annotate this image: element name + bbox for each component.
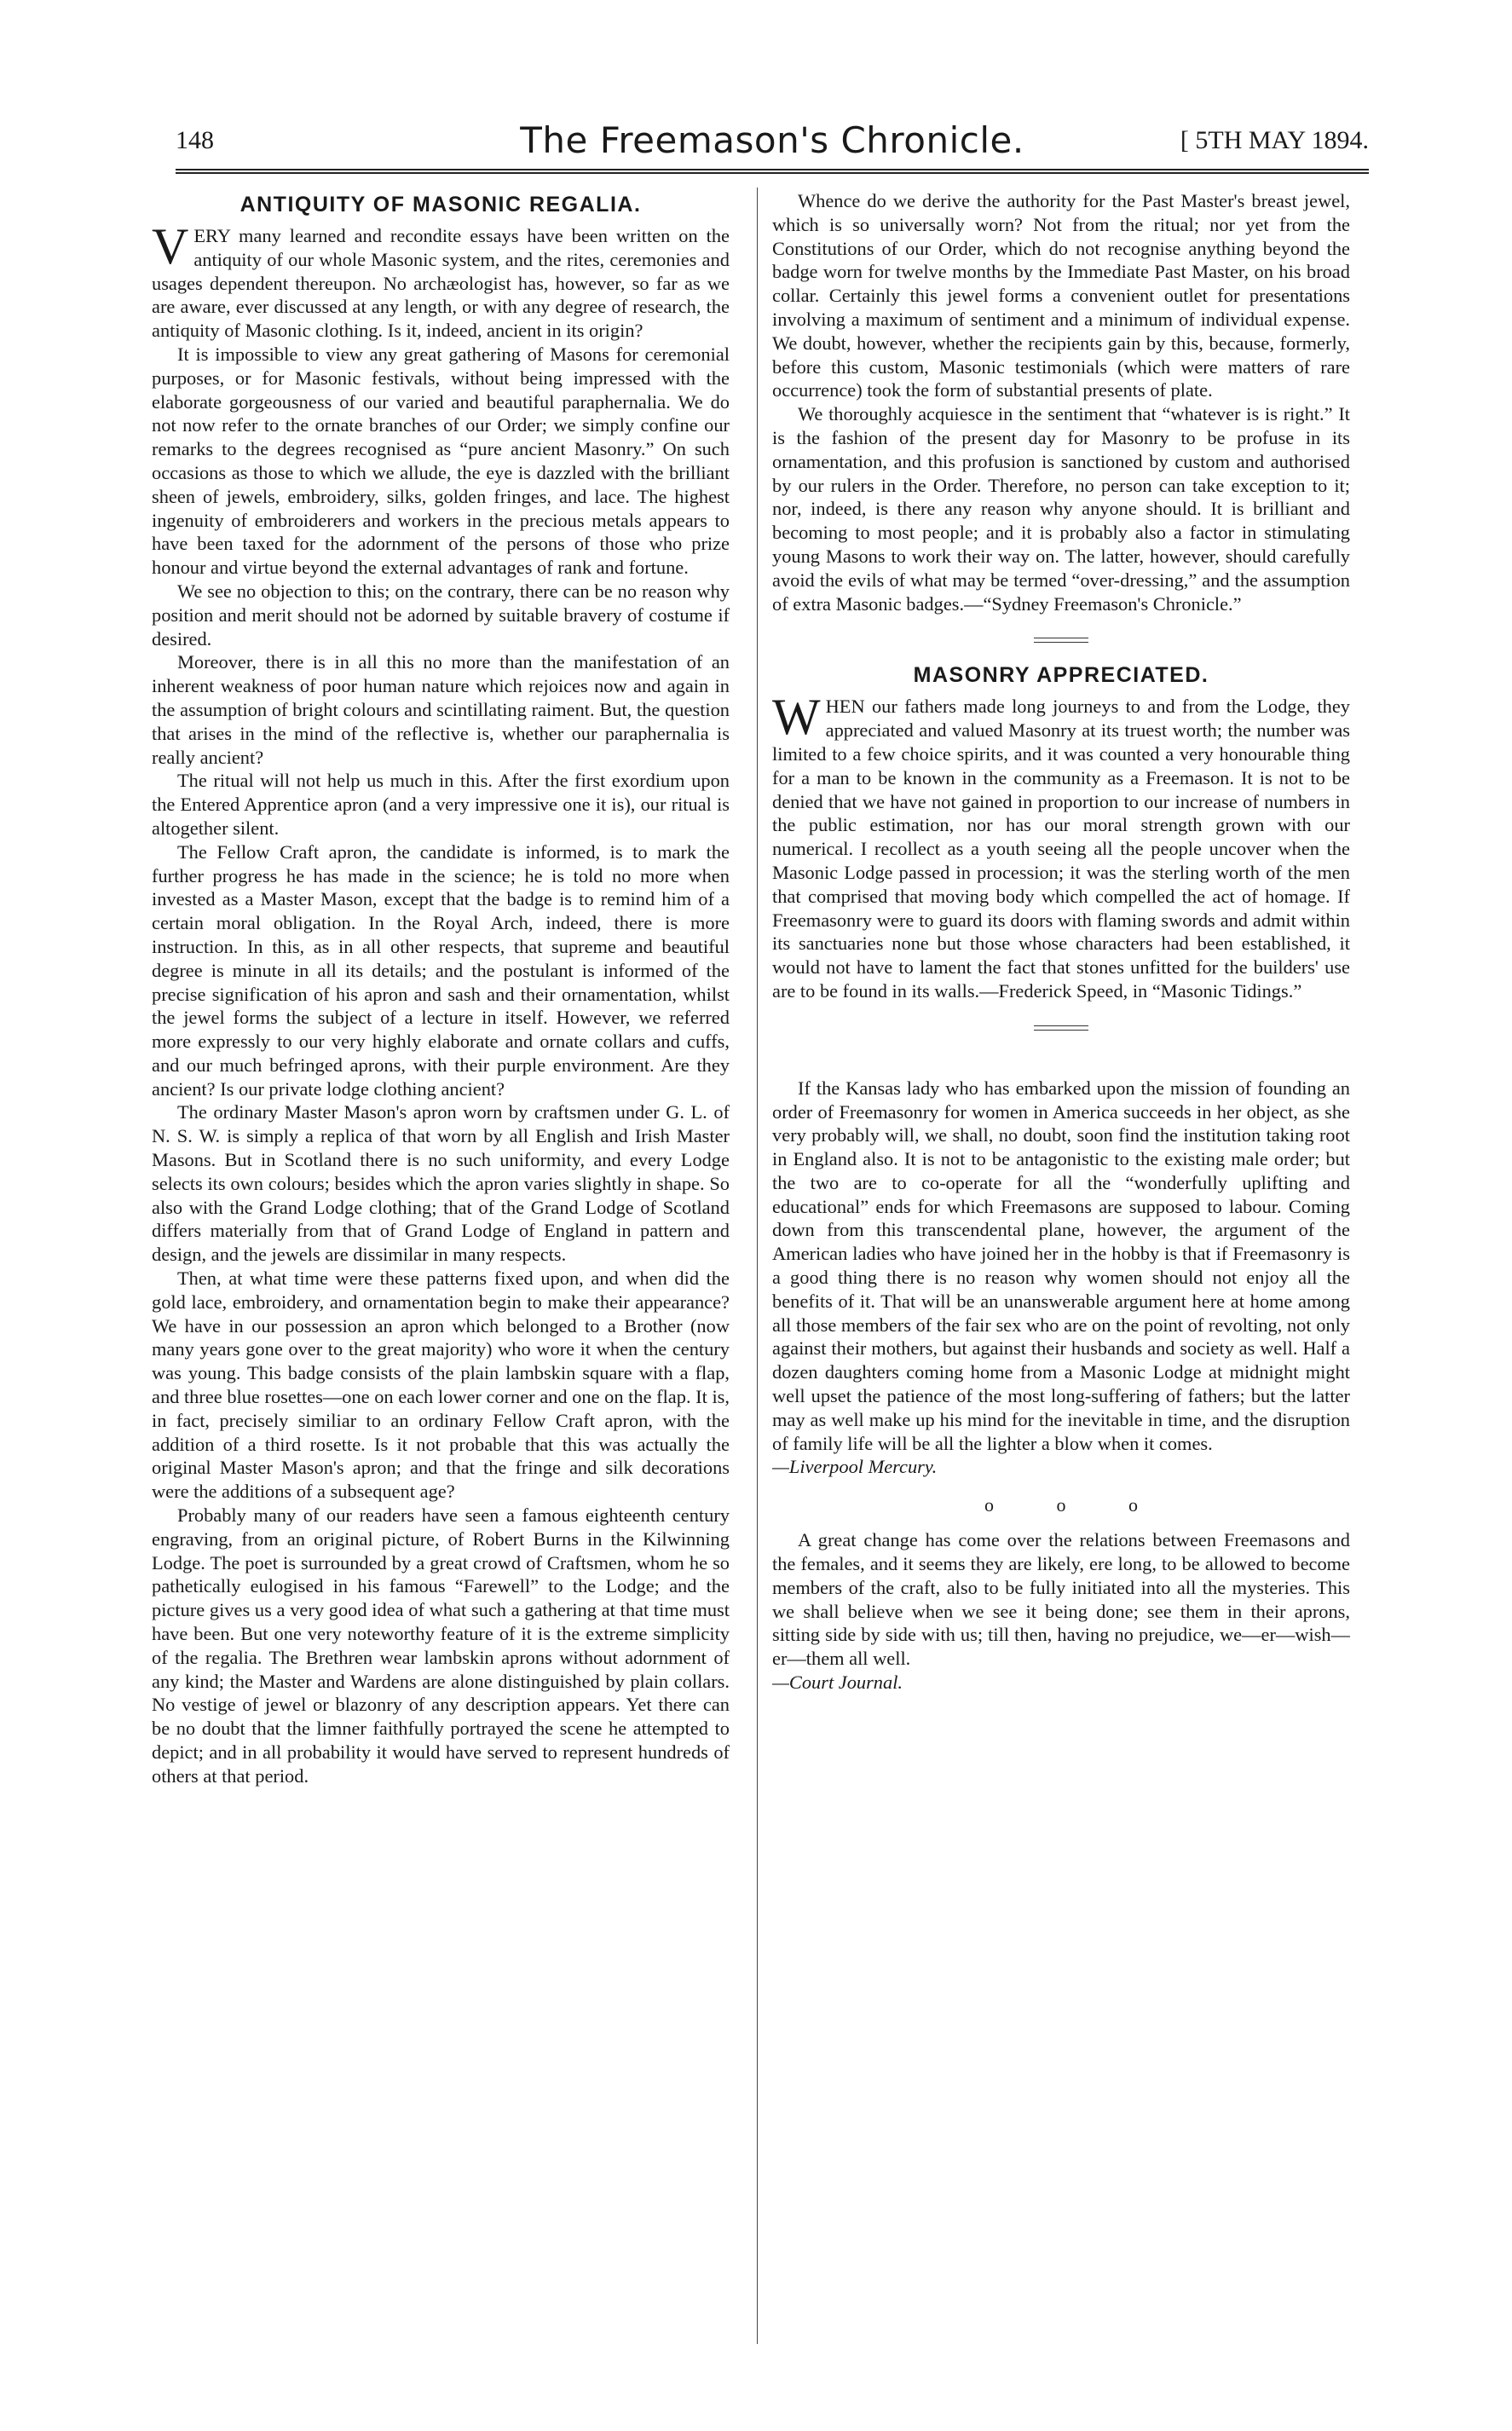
ornamental-dots: o o o (984, 1494, 1167, 1516)
article-paragraph: Then, at what time were these patterns fixed upon, and when did the gold lace, embroidery, and ornamentation begin to make their appearance? We have in our possession an apron which belonged to a Brother (now many years gone over to the great majority) who wore it when the century was young. This badge consists of the plain lambskin square with a flap, and three blue rosettes—one on each lower corner and one on the flap. It is, in fact, precisely similiar to an ordinary Fellow Craft apron, with the addition of a third rosette. Is it not probable that this was actually the original Master Mason's apron; and that the fringe and silk decorations were the additions of a subsequent age? (152, 1267, 730, 1503)
article-paragraph: The Fellow Craft apron, the candidate is informed, is to mark the further progress he has made in the science; he is told no more when invested as a Master Mason, except that the badge is to remind him of a certain moral obligation. In the Royal Arch, indeed, there is more instruction. In this, as in all other respects, that supreme and beautiful degree is minute in all its details; and the postulant is informed of the precise signification of his apron and sash and their ornamentation, whilst the jewel forms the subject of a lecture in itself. However, we referred more expressly to our very highly elaborate and ornate collars and cuffs, and our much befringed aprons, with their purple environment. Are they ancient? Is our private lodge clothing ancient? (152, 840, 730, 1100)
article-paragraph: If the Kansas lady who has embarked upon the mission of founding an order of Freemasonry for women in America succeeds in her object, as she very probably will, we shall, no doubt, soon find the institution taking root in England also. It is not to be antagonistic to the existing male order; but the two are to co-operate for all the “wonderfully uplifting and educational” ends for which Freemasons are supposed to labour. Coming down from this transcendental plane, however, the argument of the American ladies who have joined her in the hobby is that if Freemasonry is a good thing there is no reason why women should not enjoy all the benefits of it. That will be an unanswerable argument here at home among all those members of the fair sex who are on the point of revolting, not only against their mothers, but against their husbands and society as well. Half a dozen daughters coming home from a Masonic Lodge at midnight might well upset the patience of the most long-suffering of fathers; but the latter may as well make up his mind for the inevitable in time, and the disruption of family life will be all the lighter a blow when it comes. (772, 1077, 1350, 1454)
page-header (176, 119, 1369, 164)
article-source: —Liverpool Mercury. (772, 1456, 938, 1478)
section-divider (1034, 1025, 1088, 1031)
header-rule (176, 169, 1369, 170)
drop-cap: W (772, 689, 821, 746)
right-column (772, 189, 1350, 2371)
article-paragraph: A great change has come over the relations between Freemasons and the females, and it seems they are likely, ere long, to be allowed to become members of the craft, also to be fully initiated into all the mysteries. This we shall believe when we see it being done; see them in their aprons, sitting side by side with us; till then, having no prejudice, we—er—wish—er—them all well. (772, 1529, 1350, 1670)
article-paragraph: Probably many of our readers have seen a famous eighteenth century engraving, from an original picture, of Robert Burns in the Kilwinning Lodge. The poet is surrounded by a great crowd of Craftsmen, whom he so pathetically eulogised in his famous “Farewell” to the Lodge; and the picture gives us a very good idea of what such a gathering at that time must have been. But one very noteworthy feature of it is the extreme simplicity of the regalia. The Brethren wear lambskin aprons without adornment of any kind; the Master and Wardens are alone distinguished by plain collars. No vestige of jewel or blazonry of any description appears. Yet there can be no doubt that the limner faithfully portrayed the scene he attempted to depict; and in all probability it would have served to represent hundreds of others at that period. (152, 1504, 730, 1787)
article-paragraph: We thoroughly acquiesce in the sentiment that “whatever is is right.” It is the fashion of the present day for Masonry to be profuse in its ornamentation, and this profusion is sanctioned by custom and authorised by our rulers in the Order. Therefore, no person can take exception to it; nor, indeed, is there any reason why anyone should. It is brilliant and becoming to most people; and it is probably also a factor in stimulating young Masons to work their way on. The latter, however, should carefully avoid the evils of what may be termed “over-dressing,” and the assumption of extra Masonic badges.—“Sydney Freemason's Chronicle.” (772, 403, 1350, 615)
article-paragraph: The ordinary Master Mason's apron worn by craftsmen under G. L. of N. S. W. is simply a replica of that worn by all English and Irish Master Masons. But in Scotland there is no such uniformity, and every Lodge selects its own colours; besides which the apron varies slightly in shape. So also with the Grand Lodge clothing; that of the Grand Lodge of Scotland differs materially from that of Grand Lodge of England in pattern and design, and the jewels are dissimilar in many respects. (152, 1101, 730, 1266)
article-paragraph: Whence do we derive the authority for the Past Master's breast jewel, which is so universally worn? Not from the ritual; nor yet from the Constitutions of our Order, which do not recognise anything beyond the badge worn for twelve months by the Immediate Past Master, on his broad collar. Certainly this jewel forms a convenient outlet for presentations involving a maximum of sentiment and a minimum of individual expense. We doubt, however, whether the recipients gain by this, because, formerly, before this custom, Masonic testimonials (which were matters of rare occurrence) took the form of substantial presents of plate. (772, 190, 1350, 401)
article-title: MASONRY APPRECIATED. (913, 663, 1209, 688)
column-divider (757, 188, 758, 2344)
article-paragraph: The ritual will not help us much in this. After the first exordium upon the Entered Apprentice apron (and a very impressive one it is), our ritual is altogether silent. (152, 770, 730, 839)
article-paragraph: We see no objection to this; on the contrary, there can be no reason why position and merit should not be adorned by suitable bravery of costume if desired. (152, 580, 730, 650)
article-paragraph: WHEN our fathers made long journeys to and from the Lodge, they appreciated and valued Masonry at its truest worth; the number was limited to a few choice spirits, and it was counted a very honourable thing for a man to be known in the community as a Freemason. It is not to be denied that we have not gained in proportion to our increase of numbers in the public estimation, nor has our moral strength grown with our numerical. I recollect as a youth seeing all the people uncover when the Masonic Lodge passed in procession; it was the sterling worth of the men that comprised that moving body which compelled the act of homage. If Freemasonry were to guard its doors with flaming swords and admit within its sanctuaries none but those whose characters had been established, it would not have to lament the fact that stones unfitted for the builders' use are to be found in its walls.—Frederick Speed, in “Masonic Tidings.” (772, 689, 1350, 1002)
section-divider (1034, 638, 1088, 643)
header-rule-2 (176, 172, 1369, 174)
issue-date: [ 5TH MAY 1894. (1180, 126, 1369, 154)
left-column (152, 189, 730, 2371)
article-title: ANTIQUITY OF MASONIC REGALIA. (239, 193, 642, 217)
masthead: The Freemason's Chronicle. (520, 119, 1024, 161)
page-number: 148 (176, 126, 214, 154)
article-source: —Court Journal. (772, 1672, 903, 1694)
article-paragraph: It is impossible to view any great gathering of Masons for ceremonial purposes, or for Masonic festivals, without being impressed with the elaborate gorgeousness of our varied and beautiful paraphernalia. We do not now refer to the ornate branches of our Order; we simply confine our remarks to the degrees recognised as “pure ancient Masonry.” On such occasions as those to which we allude, the eye is dazzled with the brilliant sheen of jewels, embroidery, silks, golden fringes, and lace. The highest ingenuity of embroiderers and workers in the precious metals appears to have been taxed for the adornment of the persons of those who prize honour and virtue beyond the external advantages of rank and fortune. (152, 343, 730, 579)
article-paragraph: VERY many learned and recondite essays have been written on the antiquity of our whole Masonic system, and the rites, ceremonies and usages dependent thereupon. No archæologist has, however, so far as we are aware, ever discussed at any length, or with any degree of research, the antiquity of Masonic clothing. Is it, indeed, ancient in its origin? (152, 218, 730, 342)
drop-cap: V (152, 218, 189, 274)
article-paragraph: Moreover, there is in all this no more than the manifestation of an inherent weakness of poor human nature which rejoices now and again in the assumption of bright colours and scintillating raiment. But, the question that arises in the mind of the reflective is, whether our paraphernalia is really ancient? (152, 651, 730, 768)
